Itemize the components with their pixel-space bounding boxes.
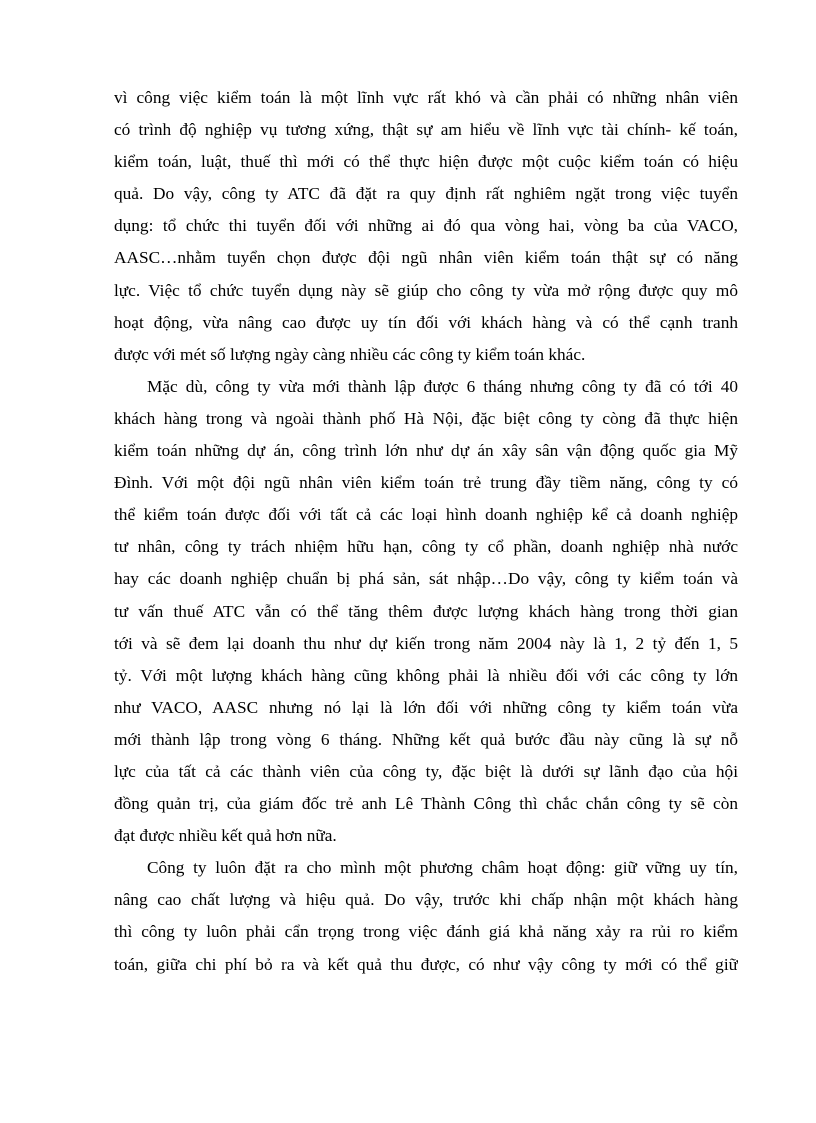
text-line: thì công ty luôn phải cẩn trọng trong việc đánh giá khả năng xảy ra rủi ro kiểm [114,922,738,942]
text-line: như VACO, AASC nhưng nó lại là lớn đối với những công ty kiểm toán vừa [114,697,738,717]
text-line: hoạt động, vừa nâng cao được uy tín đối với khách hàng và có thể cạnh tranh [114,312,738,332]
text-line: được với mét số lượng ngày càng nhiều các công ty kiểm toán khác. [114,344,586,364]
text-line: thể kiểm toán được đối với tất cả các loại hình doanh nghiệp kể cả doanh nghiệp [114,505,738,525]
text-line: tới và sẽ đem lại doanh thu như dự kiến trong năm 2004 này là 1, 2 tỷ đến 1, 5 [114,633,738,653]
text-line: hay các doanh nghiệp chuẩn bị phá sản, sát nhập…Do vậy, công ty kiểm toán và [114,569,738,589]
text-line: tỷ. Với một lượng khách hàng cũng không phải là nhiều đối với các công ty lớn [114,665,738,685]
text-line: kiểm toán, luật, thuế thì mới có thể thực hiện được một cuộc kiểm toán có hiệu [114,152,738,172]
text-line: Đình. Với một đội ngũ nhân viên kiểm toán trẻ trung đầy tiềm năng, công ty có [114,473,738,493]
text-line: vì công việc kiểm toán là một lĩnh vực rất khó và cần phải có những nhân viên [114,88,738,107]
text-line: AASC…nhằm tuyển chọn được đội ngũ nhân viên kiểm toán thật sự có năng [114,248,738,268]
text-line: dụng: tổ chức thi tuyển đối với những ai đó qua vòng hai, vòng ba của VACO, [114,216,738,236]
text-line: lực của tất cả các thành viên của công ty, đặc biệt là dưới sự lãnh đạo của hội [114,761,738,781]
text-line: đạt được nhiều kết quả hơn nữa. [114,826,337,846]
document-page [114,82,738,981]
text-line: quả. Do vậy, công ty ATC đã đặt ra quy định rất nghiêm ngặt trong việc tuyển [114,184,738,204]
text-line: tư vấn thuế ATC vẫn có thể tăng thêm được lượng khách hàng trong thời gian [114,601,738,621]
text-line: toán, giữa chi phí bỏ ra và kết quả thu được, có như vậy công ty mới có thể giữ [114,954,738,974]
text-line: lực. Việc tổ chức tuyển dụng này sẽ giúp cho công ty vừa mở rộng được quy mô [114,280,738,300]
text-line: đồng quản trị, của giám đốc trẻ anh Lê Thành Công thì chắc chắn công ty sẽ còn [114,794,738,814]
text-line: tư nhân, công ty trách nhiệm hữu hạn, công ty cổ phần, doanh nghiệp nhà nước [114,537,738,557]
text-line: mới thành lập trong vòng 6 tháng. Những kết quả bước đầu này cũng là sự nỗ [114,729,738,749]
text-line: nâng cao chất lượng và hiệu quả. Do vậy, trước khi chấp nhận một khách hàng [114,890,738,910]
text-line: khách hàng trong và ngoài thành phố Hà Nội, đặc biệt công ty còng đã thực hiện [114,408,738,428]
text-line: Công ty luôn đặt ra cho mình một phương châm hoạt động: giữ vững uy tín, [147,858,738,878]
text-line: Mặc dù, công ty vừa mới thành lập được 6 tháng nhưng công ty đã có tới 40 [147,376,738,396]
text-line: kiểm toán những dự án, công trình lớn như dự án xây sân vận động quốc gia Mỹ [114,441,738,461]
text-line: có trình độ nghiệp vụ tương xứng, thật sự am hiểu về lĩnh vực tài chính- kế toán, [114,120,738,140]
